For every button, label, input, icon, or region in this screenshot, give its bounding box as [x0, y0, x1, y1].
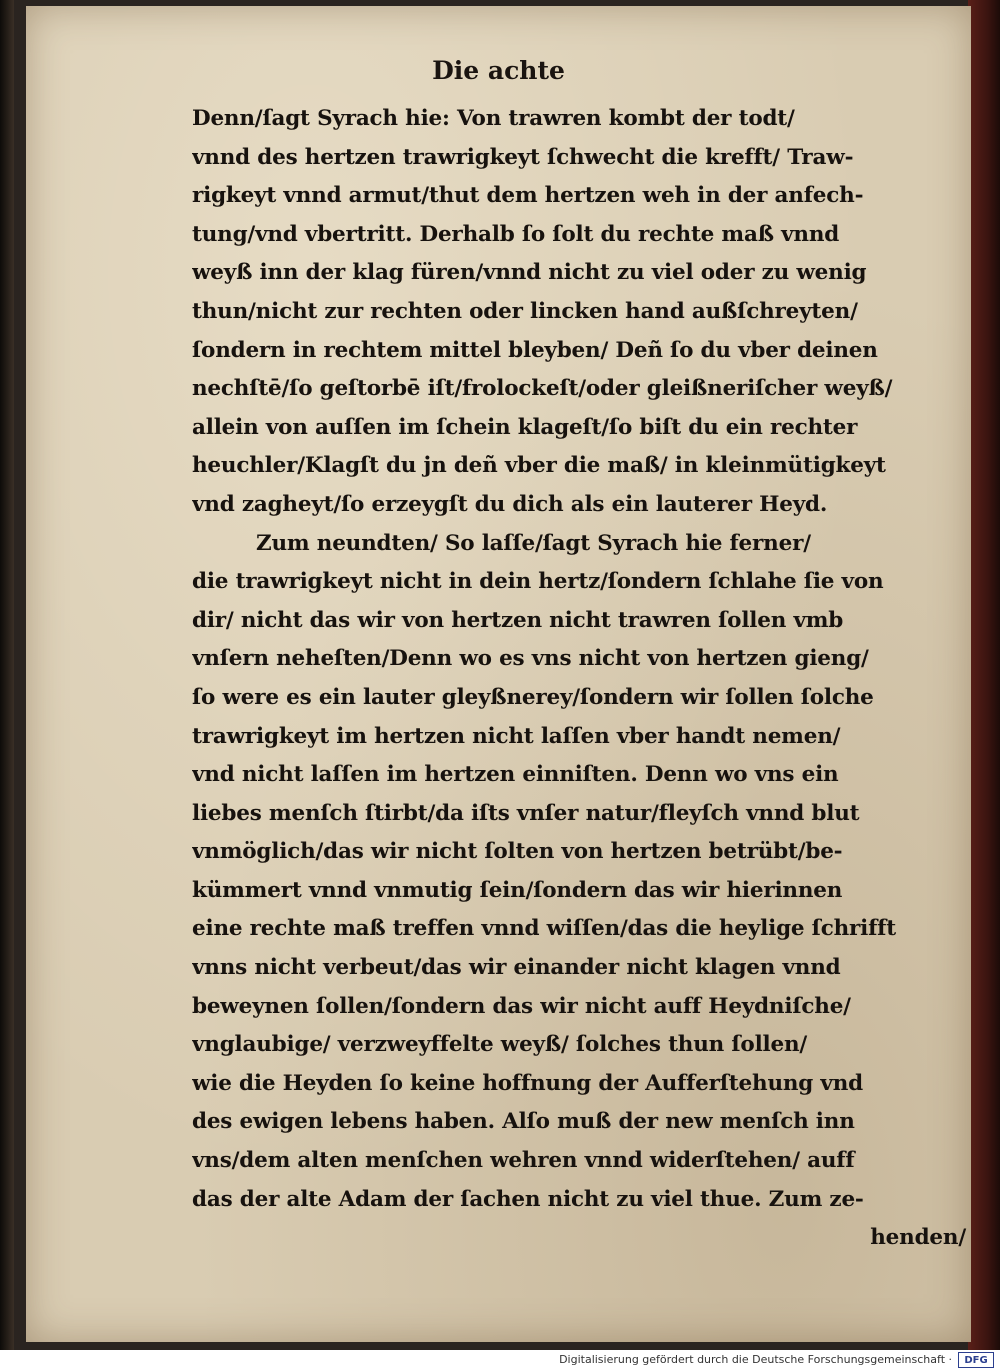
text-line: allein von auſſen im ſchein klageſt/ſo biſt du ein rechter: [192, 414, 858, 440]
text-line: vnnd des hertzen trawrigkeyt ſchwecht die krefft/ Traw-: [192, 144, 854, 170]
text-line: vnd zagheyt/ſo erzeygſt du dich als ein lauterer Heyd.: [192, 491, 828, 517]
text-line: weyß inn der klag füren/vnnd nicht zu viel oder zu wenig: [192, 260, 867, 286]
text-line: wie die Heyden ſo keine hoffnung der Aufferſtehung vnd: [192, 1070, 863, 1096]
text-line: trawrigkeyt im hertzen nicht laſſen vber handt nemen/: [192, 723, 841, 749]
funding-credit: Digitalisierung gefördert durch die Deutsche Forschungsgemeinschaft ·: [559, 1353, 952, 1366]
text-line: eine rechte maß treffen vnnd wiſſen/das die heylige ſchrifft: [192, 916, 896, 942]
book-page: [26, 6, 971, 1342]
text-line: nechſtē/ſo geſtorbē iſt/frolockeſt/oder gleißneriſcher weyß/: [192, 376, 893, 402]
text-line: vnmöglich/das wir nicht ſolten von hertzen betrübt/be-: [192, 839, 843, 865]
dfg-logo: DFG: [958, 1352, 994, 1368]
text-line: rigkeyt vnnd armut/thut dem hertzen weh in der anfech-: [192, 183, 864, 209]
text-line: kümmert vnnd vnmutig ſein/ſondern das wir hierinnen: [192, 877, 843, 903]
text-line: dir/ nicht das wir von hertzen nicht trawren ſollen vmb: [192, 607, 844, 633]
text-line: die trawrigkeyt nicht in dein hertz/ſondern ſchlahe ſie von: [192, 569, 884, 595]
text-line: heuchler/Klagſt du jn deñ vber die maß/ in kleinmütigkeyt: [192, 453, 886, 479]
text-line: tung/vnd vbertritt. Derhalb ſo ſolt du rechte maß vnnd: [192, 221, 840, 247]
page-body: [192, 100, 974, 1258]
text-line: thun/nicht zur rechten oder lincken hand außſchreyten/: [192, 298, 858, 324]
text-line: vnglaubige/ verzweyffelte weyß/ ſolches thun ſollen/: [192, 1032, 808, 1058]
text-line: vnns nicht verbeut/das wir einander nicht klagen vnnd: [192, 955, 841, 981]
digitization-footer: [0, 1350, 1000, 1371]
running-head: Die achte: [432, 56, 565, 85]
text-line: beweynen ſollen/ſondern das wir nicht auff Heydniſche/: [192, 993, 851, 1019]
text-line: ſondern in rechtem mittel bleyben/ Deñ ſo du vber deinen: [192, 337, 878, 363]
text-line: ſo were es ein lauter gleyßnerey/ſondern wir ſollen ſolche: [192, 684, 874, 710]
text-line: Denn/ſagt Syrach hie: Von trawren kombt der todt/: [192, 106, 795, 131]
book-spine-shadow: [0, 0, 14, 1350]
text-line: des ewigen lebens haben. Alſo muß der new menſch inn: [192, 1109, 855, 1135]
text-line: das der alte Adam der ſachen nicht zu viel thue. Zum ze-: [192, 1186, 864, 1212]
text-line: vnſern neheſten/Denn wo es vns nicht von hertzen gieng/: [192, 646, 869, 672]
catchword: henden/: [870, 1225, 966, 1251]
text-line: liebes menſch ſtirbt/da iſts vnſer natur/fleyſch vnnd blut: [192, 800, 860, 826]
text-line: vns/dem alten menſchen wehren vnnd widerſtehen/ auff: [192, 1148, 855, 1174]
paragraph-start-line: Zum neundten/ So laſſe/ſagt Syrach hie ferner/: [256, 530, 811, 556]
text-line: vnd nicht laſſen im hertzen einniſten. Denn wo vns ein: [192, 762, 839, 788]
